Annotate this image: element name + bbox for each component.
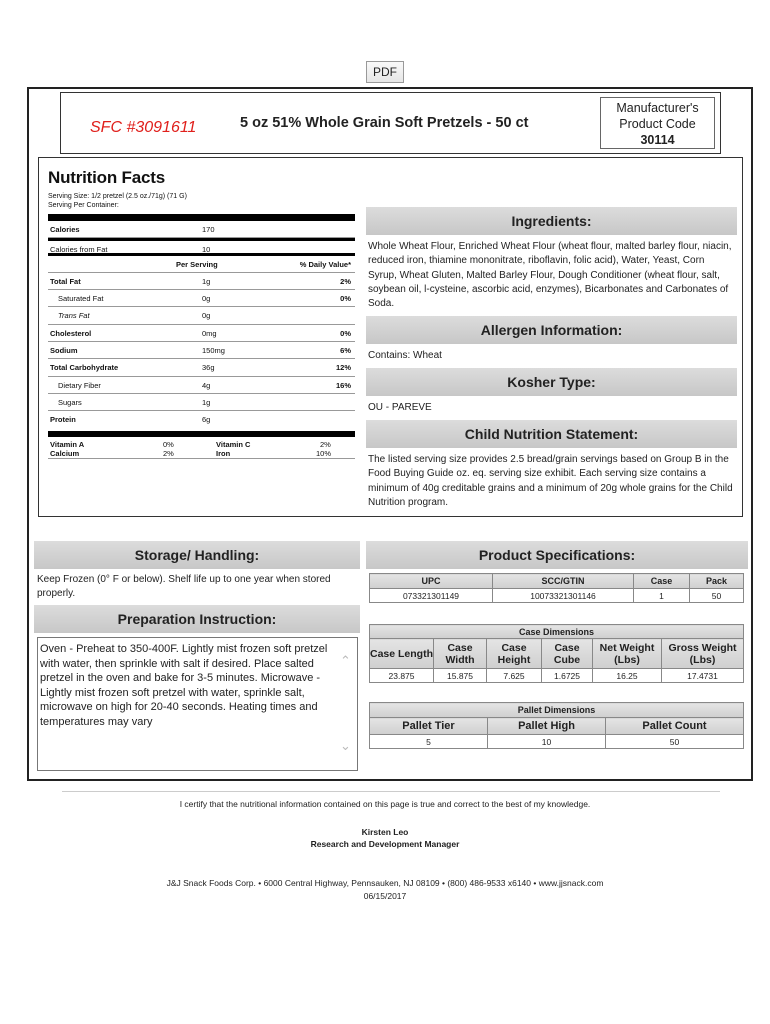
- nutrient-amount: 6g: [202, 415, 211, 425]
- nutrient-label: Total Carbohydrate: [50, 363, 119, 373]
- nutrient-amount: 1g: [202, 276, 211, 286]
- cd-header: Case Height: [487, 639, 542, 669]
- child-nutrition-header: Child Nutrition Statement:: [366, 420, 737, 448]
- pdf-button[interactable]: PDF: [366, 61, 404, 83]
- per-serving-header: Per Serving: [176, 259, 218, 269]
- footer-divider: [62, 791, 720, 792]
- scc-value: 10073321301146: [493, 589, 634, 603]
- iron-value: 10%: [316, 448, 332, 458]
- case-dim-header-row: [370, 639, 744, 669]
- vitamin-c-label: Vitamin C: [216, 439, 251, 449]
- nutrient-amount: 0g: [202, 311, 211, 321]
- case-dim-value-row: [370, 669, 744, 683]
- allergen-text: Contains: Wheat: [368, 350, 442, 361]
- nutrient-dv: 0%: [340, 294, 351, 304]
- vitamin-c-value: 2%: [320, 439, 331, 449]
- servings-per-container: Serving Per Container:: [48, 202, 119, 209]
- nutrient-amount: 36g: [202, 363, 215, 373]
- signer-name: Kirsten Leo: [361, 827, 409, 837]
- nutrient-dv: 2%: [340, 276, 351, 286]
- nutrient-label: Sugars: [58, 397, 82, 407]
- nutrient-dv: 16%: [335, 380, 351, 390]
- nutrient-row: [48, 307, 355, 324]
- pallet-high-value: 10: [488, 735, 606, 749]
- cd-header: Case Cube: [542, 639, 593, 669]
- pallet-count-header: Pallet Count: [606, 718, 744, 735]
- pallet-tier-header: Pallet Tier: [370, 718, 488, 735]
- manufacturer-code-box: [600, 97, 715, 149]
- calories-fat-value: 10: [202, 245, 211, 255]
- cd-value: 1.6725: [542, 669, 593, 683]
- prep-text: Oven - Preheat to 350-400F. Lightly mist frozen soft pretzel with water, then sprinkle with salt if desired. Place salted pretzel in the oven and bake for 3-5 minutes. Microwave - Lightly mist frozen soft pretzel with water, sprinkle salt, microwave on high for 20-40 seconds. Heating times and temperatures may vary: [40, 643, 328, 728]
- nutrient-label: Total Fat: [50, 276, 81, 286]
- cd-value: 15.875: [434, 669, 487, 683]
- upc-header: UPC: [370, 574, 493, 589]
- cd-value: 7.625: [487, 669, 542, 683]
- calcium-label: Calcium: [50, 448, 80, 458]
- specs-header: Product Specifications:: [366, 541, 748, 569]
- calories-value: 170: [202, 225, 215, 234]
- mfr-label-1: Manufacturer's: [616, 101, 699, 115]
- cd-value: 23.875: [370, 669, 434, 683]
- dv-header: % Daily Value*: [299, 259, 351, 269]
- mfr-code: 30114: [640, 133, 675, 147]
- cd-value: 17.4731: [662, 669, 744, 683]
- storage-header: Storage/ Handling:: [34, 541, 360, 569]
- iron-label: Iron: [216, 448, 231, 458]
- pallet-dimensions-title: Pallet Dimensions: [370, 703, 744, 718]
- nutrient-dv: 0%: [340, 328, 351, 338]
- cd-header: Case Width: [434, 639, 487, 669]
- nutrient-row: [48, 290, 355, 307]
- nutrient-amount: 0mg: [202, 328, 217, 338]
- serving-size: Serving Size: 1/2 pretzel (2.5 oz./71g) (71 G): [48, 193, 187, 200]
- calories-row: [48, 221, 355, 238]
- storage-text: Keep Frozen (0° F or below). Shelf life up to one year when stored properly.: [37, 574, 331, 600]
- kosher-text: OU - PAREVE: [368, 402, 432, 413]
- nutrient-row: [48, 394, 355, 411]
- certify-text: I certify that the nutritional information contained on this page is true and correct to the best of my knowledge.: [179, 799, 591, 809]
- nutrient-label: Sodium: [50, 346, 78, 356]
- nutrient-row: [48, 273, 355, 290]
- product-title: 5 oz 51% Whole Grain Soft Pretzels - 50 ct: [240, 115, 529, 131]
- nutrient-dv: 12%: [335, 363, 351, 373]
- case-header: Case: [634, 574, 690, 589]
- pallet-high-header: Pallet High: [488, 718, 606, 735]
- nutrient-dv: 6%: [340, 346, 351, 356]
- signer-role: Research and Development Manager: [310, 839, 460, 849]
- nutrient-row: [48, 359, 355, 376]
- ingredients-text: Whole Wheat Flour, Enriched Wheat Flour (wheat flour, malted barley flour, niacin, reduced iron, thiamine mononitrate, riboflavin, folic acid), Water, Yeast, Corn Syrup, Wheat Gluten, Malted Barley Flour, Dough Conditioner (wheat flour, salt, soybean oil, l-cysteine, ascorbic acid, enzymes), Bicarbonates and Carbonates of Soda.: [368, 241, 732, 310]
- sfc-number: SFC #3091611: [90, 119, 197, 136]
- thick-divider: [48, 214, 355, 221]
- ingredients-header: Ingredients:: [366, 207, 737, 235]
- pack-header: Pack: [690, 574, 744, 589]
- nutrient-label: Saturated Fat: [58, 294, 104, 304]
- case-dimensions-table: [369, 624, 744, 683]
- nutrition-facts-panel: [48, 168, 355, 459]
- calories-fat-row: [48, 238, 355, 255]
- calcium-value: 2%: [163, 448, 174, 458]
- calories-fat-label: Calories from Fat: [50, 245, 108, 255]
- pack-value: 50: [690, 589, 744, 603]
- vitamin-a-value: 0%: [163, 439, 174, 449]
- scroll-up-icon[interactable]: ⌃: [340, 653, 351, 668]
- nutrition-title: Nutrition Facts: [48, 168, 165, 187]
- nutrient-row: [48, 342, 355, 359]
- nutrient-row: [48, 325, 355, 342]
- cd-value: 16.25: [593, 669, 662, 683]
- pallet-tier-value: 5: [370, 735, 488, 749]
- nutrient-amount: 4g: [202, 380, 211, 390]
- prep-textarea[interactable]: [37, 637, 358, 771]
- nutrient-label: Cholesterol: [50, 328, 92, 338]
- scc-header: SCC/GTIN: [493, 574, 634, 589]
- cd-header: Case Length: [370, 639, 434, 669]
- upc-value: 073321301149: [370, 589, 493, 603]
- nutrient-label: Trans Fat: [58, 311, 90, 321]
- cd-header: Net Weight (Lbs): [593, 639, 662, 669]
- prep-header: Preparation Instruction:: [34, 605, 360, 633]
- child-nutrition-text: The listed serving size provides 2.5 bread/grain servings based on Group B in the Food Buying Guide oz. eq. serving size exhibit. Each serving size contains a minimum of 40g creditable grains and a minimum of 20g whole grains for the Child Nutrition program.: [368, 454, 733, 508]
- nutrient-amount: 150mg: [202, 346, 225, 356]
- nutrient-label: Protein: [50, 415, 76, 425]
- document-date: 06/15/2017: [363, 891, 407, 901]
- thick-divider: [48, 431, 355, 437]
- case-value: 1: [634, 589, 690, 603]
- company-info: J&J Snack Foods Corp. • 6000 Central Highway, Pennsauken, NJ 08109 • (800) 486-9533 x6140 • www.jjsnack.com: [166, 878, 604, 888]
- nutrient-amount: 0g: [202, 294, 211, 304]
- case-dimensions-title: Case Dimensions: [370, 625, 744, 639]
- dv-header-row: [48, 256, 355, 273]
- nutrient-label: Dietary Fiber: [58, 380, 101, 390]
- vitamin-a-label: Vitamin A: [50, 439, 85, 449]
- nutrient-amount: 1g: [202, 397, 211, 407]
- allergen-header: Allergen Information:: [366, 316, 737, 344]
- nutrient-row: [48, 377, 355, 394]
- calories-label: Calories: [50, 225, 80, 234]
- scroll-down-icon[interactable]: ⌄: [340, 738, 351, 753]
- kosher-header: Kosher Type:: [366, 368, 737, 396]
- pallet-dimensions-table: [369, 702, 744, 749]
- nutrient-row: [48, 411, 355, 428]
- cd-header: Gross Weight (Lbs): [662, 639, 744, 669]
- mfr-label-2: Product Code: [619, 117, 696, 131]
- pallet-count-value: 50: [606, 735, 744, 749]
- upc-table: [369, 573, 744, 603]
- vitamins-row: [48, 439, 355, 459]
